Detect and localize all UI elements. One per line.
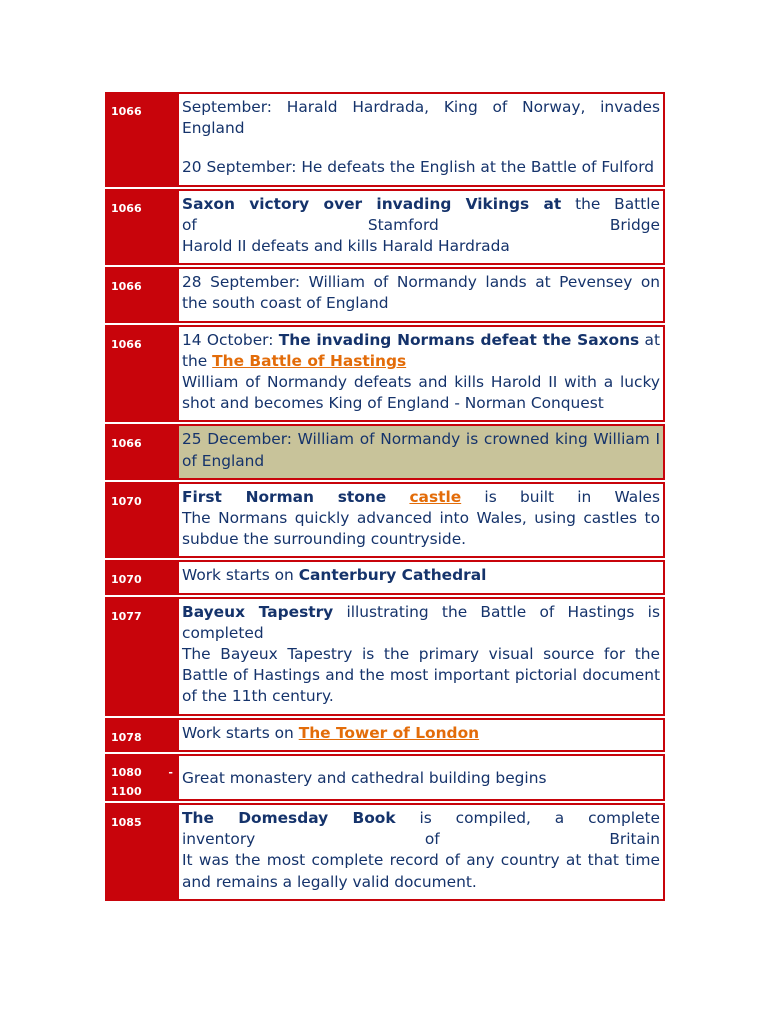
event-headline: Canterbury Cathedral [298, 566, 487, 585]
year-cell [105, 424, 177, 479]
tower-of-london-link[interactable]: The Tower of London [298, 723, 480, 742]
event-text: illustrating the Battle of Hastings is completed [182, 602, 660, 642]
event-text: 25 December: William of Normandy is crowned king William I of England [182, 430, 660, 470]
event-text: at the [182, 330, 660, 370]
year-range-dash: - [168, 765, 173, 779]
event-text: 28 September: William of Normandy lands at Pevensey on the south coast of England [182, 273, 660, 313]
event-cell [177, 189, 665, 266]
event-text: inventory of Britain [182, 830, 660, 849]
event-text: Work starts on [182, 723, 294, 742]
year-label: 1066 [111, 437, 142, 451]
event-cell [177, 560, 665, 594]
event-cell [177, 803, 665, 901]
year-label: 1078 [111, 730, 142, 744]
table-row [105, 325, 665, 425]
event-text: September: Harald Hardrada, King of Norway, invades England [182, 98, 660, 138]
table-row [105, 597, 665, 718]
event-cell [177, 754, 665, 801]
event-text: 14 October: [182, 330, 274, 349]
event-text: It was the most complete record of any country at that time and remains a legally valid document. [182, 851, 660, 891]
year-label: 1066 [111, 337, 142, 351]
event-text: is built in Wales [484, 487, 660, 506]
event-text: the Battle [575, 194, 660, 213]
table-row [105, 92, 665, 189]
year-cell [105, 325, 177, 423]
timeline-table [105, 92, 665, 903]
event-cell-highlighted [177, 424, 665, 479]
year-cell [105, 482, 177, 559]
year-label: 1066 [111, 201, 142, 215]
event-text: The Normans quickly advanced into Wales, using castles to subdue the surrounding countryside. [182, 509, 660, 549]
event-headline: Bayeux Tapestry [182, 602, 334, 621]
event-text: Harold II defeats and kills Harald Hardrada [182, 237, 510, 256]
table-row [105, 560, 665, 596]
year-cell [105, 267, 177, 322]
year-label: 1085 [111, 816, 142, 830]
event-text: The Bayeux Tapestry is the primary visual source for the Battle of Hastings and the most important pictorial document of the 11th century. [182, 645, 660, 706]
year-cell [105, 803, 177, 901]
event-headline: The invading Normans defeat the Saxons [278, 330, 640, 349]
castle-link[interactable]: castle [409, 487, 462, 506]
event-text: is compiled, a complete [419, 809, 660, 828]
table-row [105, 718, 665, 754]
event-cell [177, 718, 665, 752]
year-cell [105, 189, 177, 266]
year-label: 1066 [111, 280, 142, 294]
battle-of-hastings-link[interactable]: The Battle of Hastings [212, 351, 407, 370]
event-text: Work starts on [182, 566, 294, 585]
year-cell [105, 597, 177, 716]
event-text: William of Normandy defeats and kills Harold II with a lucky shot and becomes King of England - Norman Conquest [182, 373, 660, 413]
event-headline: First Norman stone [182, 487, 387, 506]
year-label: 1070 [111, 573, 142, 587]
event-headline: The Domesday Book [182, 809, 396, 828]
event-text: 20 September: He defeats the English at the Battle of Fulford [182, 158, 655, 177]
event-cell [177, 597, 665, 716]
year-label: 1077 [111, 609, 142, 623]
event-text: Great monastery and cathedral building begins [182, 768, 547, 787]
event-headline: Saxon victory over invading Vikings at [182, 194, 562, 213]
table-row [105, 754, 665, 803]
year-label: 1066 [111, 105, 142, 118]
event-text: of Stamford Bridge [182, 215, 660, 234]
table-row [105, 267, 665, 324]
event-cell [177, 325, 665, 423]
event-cell [177, 267, 665, 322]
event-cell [177, 482, 665, 559]
year-cell [105, 718, 177, 752]
year-label: 1070 [111, 494, 142, 508]
year-start-label: 1080 [111, 765, 142, 779]
year-end-label: 1100 [111, 784, 142, 798]
table-row [105, 803, 665, 903]
year-cell [105, 560, 177, 594]
table-row [105, 189, 665, 268]
table-row [105, 482, 665, 561]
year-cell [105, 92, 177, 187]
event-cell [177, 92, 665, 187]
table-row [105, 424, 665, 481]
year-cell [105, 754, 177, 801]
